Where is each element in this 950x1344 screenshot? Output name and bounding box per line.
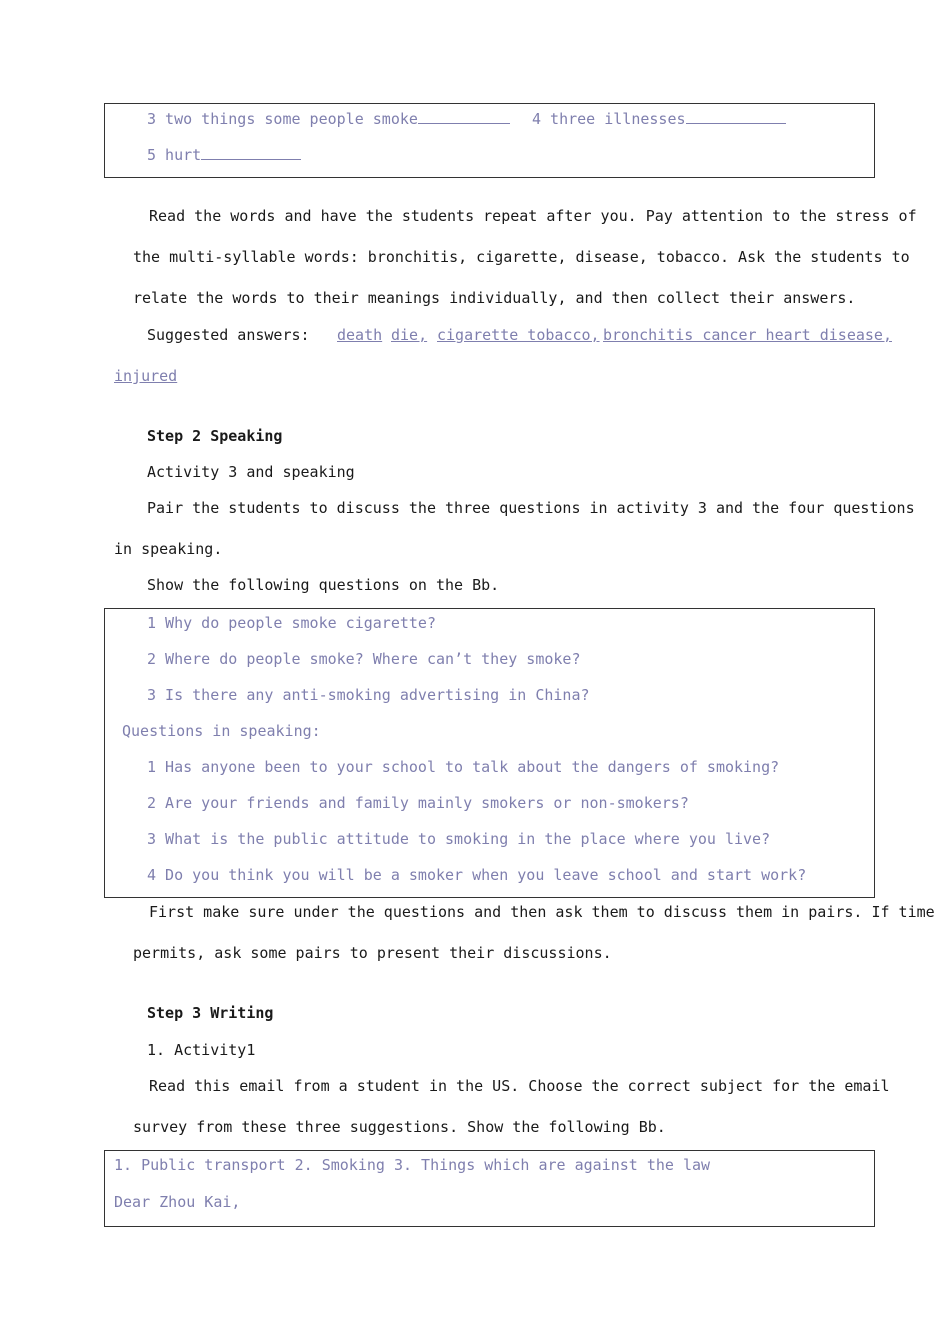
questions-box	[104, 608, 875, 898]
step2-show: Show the following questions on the Bb.	[147, 576, 500, 594]
answer-illnesses: bronchitis cancer heart disease,	[603, 326, 892, 344]
answer-die: die,	[391, 326, 428, 344]
question-2: 2 Where do people smoke? Where can’t they smoke?	[147, 650, 581, 668]
subject-options: 1. Public transport 2. Smoking 3. Things which are against the law	[114, 1156, 711, 1174]
step3-heading: Step 3 Writing	[147, 1004, 274, 1022]
step2-line1: Pair the students to discuss the three questions in activity 3 and the four questions	[147, 499, 915, 517]
box1-item3: 3 two things some people smoke	[147, 109, 510, 128]
answer-death: death	[337, 326, 383, 344]
step3-activity: 1. Activity1	[147, 1041, 256, 1059]
speaking-label: Questions in speaking:	[122, 722, 321, 740]
para1-line1: Read the words and have the students repeat after you. Pay attention to the stress of	[149, 207, 917, 225]
speaking-question-3: 3 What is the public attitude to smoking in the place where you live?	[147, 830, 771, 848]
step3-line1: Read this email from a student in the US. Choose the correct subject for the email	[149, 1077, 890, 1095]
answer-injured: injured	[114, 367, 178, 385]
suggested-label: Suggested answers:	[147, 326, 310, 344]
step2-line2: in speaking.	[114, 540, 223, 558]
speaking-question-4: 4 Do you think you will be a smoker when you leave school and start work?	[147, 866, 807, 884]
email-greeting: Dear Zhou Kai,	[114, 1193, 241, 1211]
box1-item5: 5 hurt	[147, 145, 301, 164]
question-1: 1 Why do people smoke cigarette?	[147, 614, 436, 632]
para2-line1: First make sure under the questions and then ask them to discuss them in pairs. If time	[149, 903, 935, 921]
email-box	[104, 1150, 875, 1227]
para1-line3: relate the words to their meanings individually, and then collect their answers.	[133, 289, 856, 307]
step3-line2: survey from these three suggestions. Show the following Bb.	[133, 1118, 666, 1136]
speaking-question-2: 2 Are your friends and family mainly smokers or non-smokers?	[147, 794, 689, 812]
speaking-question-1: 1 Has anyone been to your school to talk about the dangers of smoking?	[147, 758, 780, 776]
para1-line2: the multi-syllable words: bronchitis, cigarette, disease, tobacco. Ask the students to	[133, 248, 910, 266]
box1-item4: 4 three illnesses	[532, 109, 786, 128]
question-3: 3 Is there any anti-smoking advertising in China?	[147, 686, 590, 704]
vocabulary-box	[104, 103, 875, 178]
step2-heading: Step 2 Speaking	[147, 427, 283, 445]
answer-cigarette-tobacco: cigarette tobacco,	[437, 326, 600, 344]
step2-activity: Activity 3 and speaking	[147, 463, 355, 481]
para2-line2: permits, ask some pairs to present their discussions.	[133, 944, 612, 962]
